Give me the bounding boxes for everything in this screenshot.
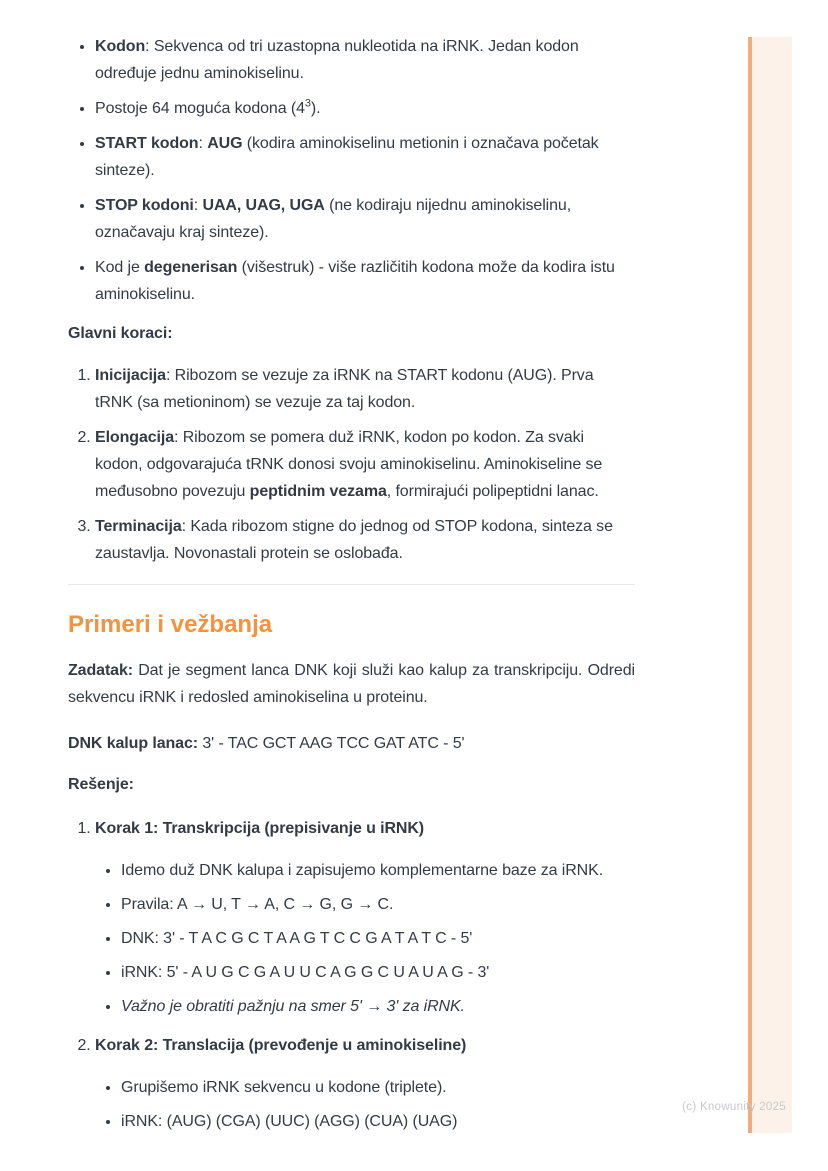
document-content bbox=[68, 33, 635, 1147]
step-terminacija: 3. Terminacija: Kada ribozom stigne do jednog od STOP kodona, sinteza se zaustavlja. Novonastali protein se oslobađa. bbox=[95, 513, 635, 567]
korak-2-item bbox=[95, 1032, 635, 1135]
list-item-stop-kodoni: • STOP kodoni: UAA, UAG, UGA (ne kodiraju nijednu aminokiselinu, označavaju kraj sinteze). bbox=[95, 192, 635, 246]
korak-1-title: Korak 1: Transkripcija (prepisivanje u iRNK) bbox=[95, 820, 425, 837]
list-item-start-kodon: • START kodon: AUG (kodira aminokiselinu metionin i označava početak sinteze). bbox=[95, 130, 635, 184]
korak-1-bullet-1: • Idemo duž DNK kalupa i zapisujemo komplementarne baze za iRNK. bbox=[121, 857, 635, 884]
korak-1-sublist bbox=[95, 857, 635, 1020]
codon-facts-list bbox=[68, 33, 635, 308]
korak-1-item bbox=[95, 815, 635, 1020]
watermark: (c) Knowunity 2025 bbox=[682, 1101, 786, 1113]
page-edge-fill bbox=[752, 37, 792, 1133]
list-item-degenerisan: • Kod je degenerisan (višestruk) - više različitih kodona može da kodira istu aminokiselinu. bbox=[95, 254, 635, 308]
solution-steps-list bbox=[68, 815, 635, 1135]
list-item-kodon: • Kodon: Sekvenca od tri uzastopna nukleotida na iRNK. Jedan kodon određuje jednu aminokiselinu. bbox=[95, 33, 635, 87]
resenje-heading: Rešenje: bbox=[68, 776, 134, 793]
korak-1-bullet-4: • iRNK: 5' - A U G C G A U U C A G G C U A U A G - 3' bbox=[121, 959, 635, 986]
korak-2-title: Korak 2: Translacija (prevođenje u aminokiseline) bbox=[95, 1037, 467, 1054]
step-elongacija: 2. Elongacija: Ribozom se pomera duž iRNK, kodon po kodon. Za svaki kodon, odgovarajuća tRNK donosi svoju aminokiselinu. Aminokiseline se međusobno povezuju peptidnim vezama, formirajući polipeptidni lanac. bbox=[95, 424, 635, 505]
korak-1-bullet-5: • Važno je obratiti pažnju na smer 5' → 3' za iRNK. bbox=[121, 993, 635, 1020]
zadatak-paragraph: Zadatak: Dat je segment lanca DNK koji služi kao kalup za transkripciju. Odredi sekvencu iRNK i redosled aminokiselina u proteinu. bbox=[68, 662, 635, 706]
dnk-kalup-line: DNK kalup lanac: 3' - TAC GCT AAG TCC GAT ATC - 5' bbox=[68, 735, 465, 752]
list-item-64-kodona: • Postoje 64 moguća kodona $(4^3)$. bbox=[95, 95, 635, 122]
korak-1-bullet-3: • DNK: 3' - T A C G C T A A G T C C G A T A T C - 5' bbox=[121, 925, 635, 952]
glavni-koraci-heading: Glavni koraci: bbox=[68, 325, 173, 342]
korak-2-sublist bbox=[95, 1074, 635, 1135]
section-title: Primeri i vežbanja bbox=[68, 611, 273, 638]
korak-2-bullet-1: • Grupišemo iRNK sekvencu u kodone (triplete). bbox=[121, 1074, 635, 1101]
step-inicijacija: 1. Inicijacija: Ribozom se vezuje za iRNK na START kodonu (AUG). Prva tRNK (sa metioninom) se vezuje za taj kodon. bbox=[95, 362, 635, 416]
korak-2-bullet-2: • iRNK: (AUG) (CGA) (UUC) (AGG) (CUA) (UAG) bbox=[121, 1108, 635, 1135]
korak-1-bullet-2: • Pravila: A → U, T → A, C → G, G → C. bbox=[121, 891, 635, 918]
page-edge-accent-bar bbox=[748, 37, 752, 1133]
section-divider bbox=[68, 584, 635, 585]
translation-steps-list bbox=[68, 362, 635, 567]
